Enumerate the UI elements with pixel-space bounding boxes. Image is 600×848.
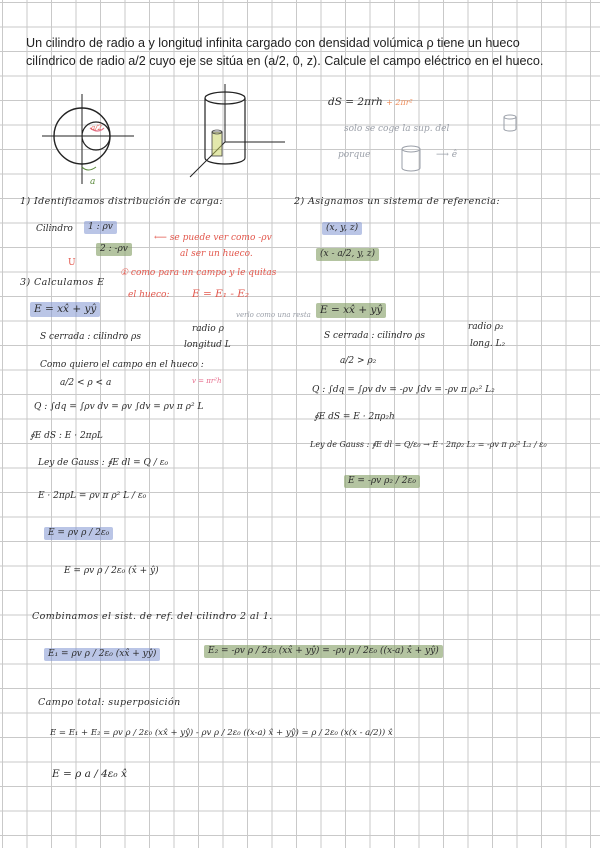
longitud-left: longitud L bbox=[184, 340, 231, 350]
s-cerrada-left: S cerrada : cilindro ρs bbox=[40, 332, 141, 342]
cond-right: a/2 > ρ₂ bbox=[340, 356, 377, 366]
section-1-heading: 1) Identificamos distribución de carga: bbox=[20, 196, 223, 207]
red-note-1: ⟵ se puede ver como -ρv bbox=[154, 233, 272, 243]
range-cond: a/2 < ρ < a bbox=[60, 378, 112, 388]
ds-formula: dS = 2πrh + 2πr² bbox=[328, 96, 413, 108]
gray-note-2: porque bbox=[338, 150, 371, 160]
red-note-2: al ser un hueco. bbox=[180, 249, 253, 259]
e-equation-left: E · 2πρL = ρv π ρ² L / ε₀ bbox=[38, 491, 147, 501]
section-2-heading: 2) Asignamos un sistema de referencia: bbox=[294, 196, 500, 207]
gauss-left: Ley de Gauss : ∮E dl = Q / ε₀ bbox=[38, 458, 169, 468]
red-formula: E = E₁ - E₂ bbox=[192, 288, 250, 300]
s-cerrada-right: S cerrada : cilindro ρs bbox=[324, 331, 425, 341]
gray-note-1: solo se coge la sup. del bbox=[344, 124, 450, 134]
label-a-half: a/2 bbox=[91, 124, 102, 132]
e-vector-result: E = ρv ρ / 2ε₀ (x̂ + ŷ) bbox=[64, 566, 159, 576]
q-equation-right: Q : ∫dq = ∫ρv dv = -ρv ∫dv = -ρv π ρ₂² L₂ bbox=[312, 385, 495, 395]
section-3-heading: 3) Calculamos E bbox=[20, 277, 105, 288]
cross-section-diagram bbox=[38, 92, 138, 192]
coords-1: (x, y, z) bbox=[322, 222, 362, 235]
total-heading: Campo total: superposición bbox=[38, 697, 181, 708]
red-note-3: ① como para un campo y le quitas bbox=[120, 268, 277, 278]
problem-line-1: Un cilindro de radio a y longitud infinita cargado con densidad volúmica ρ tiene un hueco bbox=[26, 36, 520, 50]
problem-statement bbox=[26, 34, 582, 70]
gauss-right: Ley de Gauss : ∮E dl = Q/ε₀ → E · 2πρ₂ L₂ = -ρv π ρ₂² L₂ / ε₀ bbox=[310, 440, 547, 449]
radio-left: radio ρ bbox=[192, 324, 224, 334]
e-result-left: E = ρv ρ / 2ε₀ bbox=[44, 527, 113, 540]
como-quiero: Como quiero el campo en el hueco : bbox=[40, 360, 204, 370]
final-result: E = ρ a / 4ε₀ x̂ bbox=[52, 768, 127, 780]
total-equation: E = E₁ + E₂ = ρv ρ / 2ε₀ (xx̂ + yŷ) - ρv ρ / 2ε₀ ((x-a) x̂ + yŷ) = ρ / 2ε₀ (x(x - a/2)) x̂ bbox=[50, 728, 393, 738]
cylinder-sketch-icon bbox=[398, 144, 428, 174]
label-a: a bbox=[90, 177, 96, 187]
red-note-4: el hueco: bbox=[128, 290, 170, 300]
radio-right: radio ρ₂ bbox=[468, 322, 504, 332]
e2-combined: E₂ = -ρv ρ / 2ε₀ (xx̂ + yŷ) = -ρv ρ / 2ε₀ ((x-a) x̂ + yŷ) bbox=[204, 645, 443, 658]
combine-heading: Combinamos el sist. de ref. del cilindro 2 al 1. bbox=[32, 611, 273, 622]
gray-resta-note: verlo como una resta bbox=[236, 311, 311, 319]
flux-right: ∮E dS = E · 2πρ₂h bbox=[314, 412, 395, 422]
e-result-right: E = -ρv ρ₂ / 2ε₀ bbox=[344, 475, 420, 488]
long-right: long. L₂ bbox=[470, 339, 506, 349]
v-note: v = πr²h bbox=[192, 377, 222, 385]
e-hat-arrow: ⟶ ê bbox=[436, 150, 458, 160]
e-vector-right: E = xx̂ + yŷ bbox=[316, 303, 386, 318]
item-1: 1 : ρv bbox=[84, 221, 117, 234]
coords-2: (x - a/2, y, z) bbox=[316, 248, 379, 261]
cylinder-label: Cilindro bbox=[36, 224, 73, 234]
e1-combined: E₁ = ρv ρ / 2ε₀ (xx̂ + yŷ) bbox=[44, 648, 160, 661]
problem-line-2: cilíndrico de radio a/2 cuyo eje se sitúa en (a/2, 0, z). Calcule el campo eléctrico en el hueco. bbox=[26, 54, 544, 68]
e-vector-left: E = xx̂ + yŷ bbox=[30, 302, 100, 317]
item-2: 2 : -ρv bbox=[96, 243, 132, 256]
3d-cylinder-diagram bbox=[180, 82, 290, 182]
small-cylinder-icon bbox=[502, 114, 518, 132]
q-integral: Q : ∫dq = ∫ρv dv = ρv ∫dv = ρv π ρ² L bbox=[34, 402, 204, 412]
flux-left: ∮E dS : E · 2πρL bbox=[30, 431, 103, 441]
red-u: U bbox=[68, 258, 76, 268]
